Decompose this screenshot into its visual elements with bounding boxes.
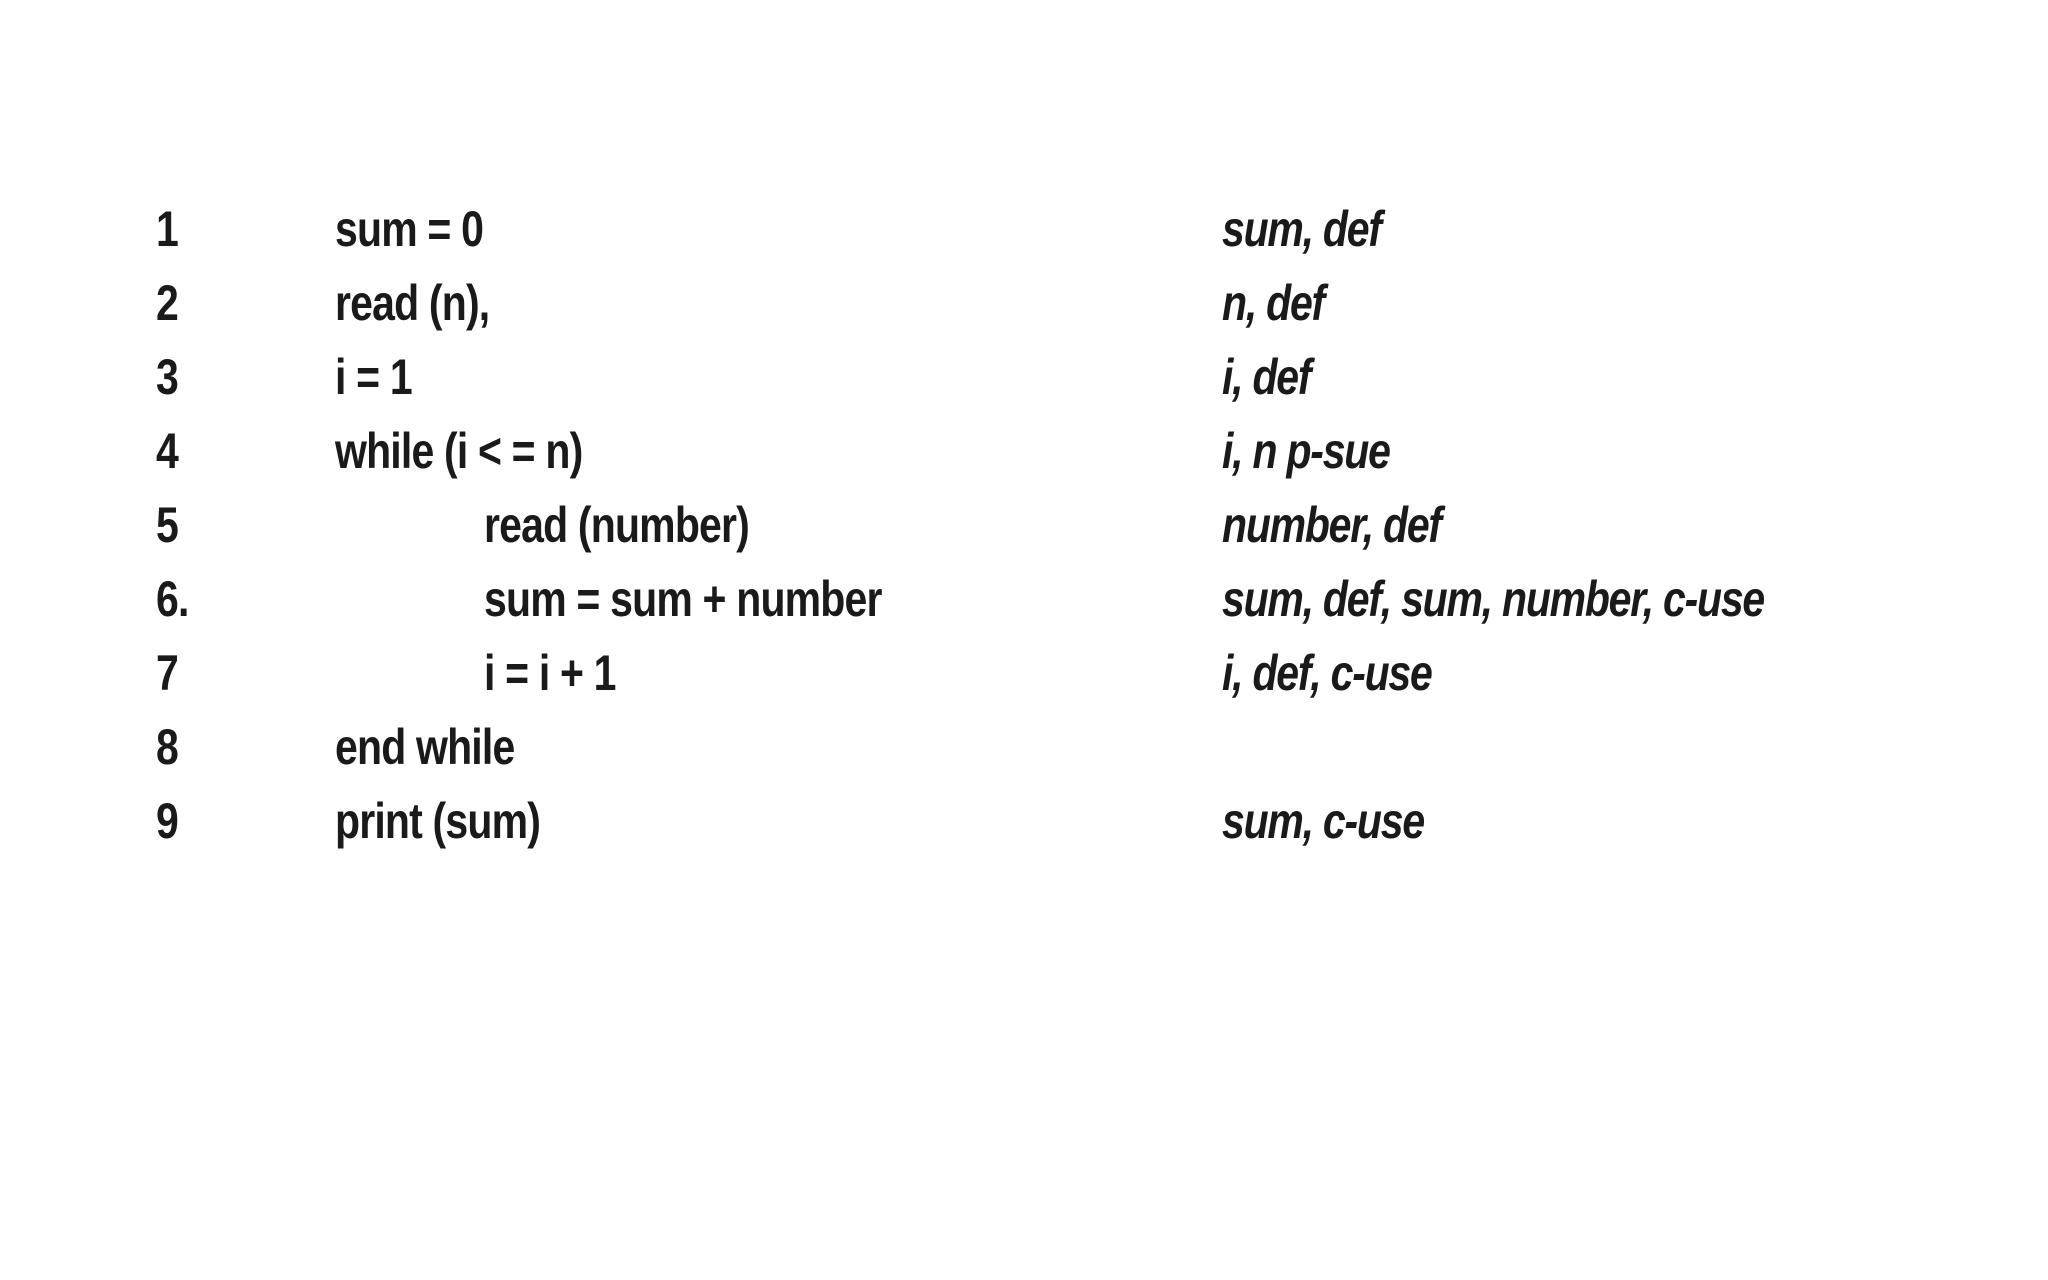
code-statement: i = 1 — [335, 349, 412, 405]
code-listing — [0, 192, 2048, 872]
code-statement: end while — [335, 719, 515, 775]
code-line-3 — [0, 340, 2048, 414]
code-line-5 — [0, 488, 2048, 562]
code-line-7 — [0, 636, 2048, 710]
code-line-9 — [0, 784, 2048, 858]
line-number: 9 — [156, 793, 178, 849]
line-number: 7 — [156, 645, 178, 701]
dataflow-annotation: i, def — [1222, 349, 1311, 405]
code-statement: sum = sum + number — [484, 571, 882, 627]
dataflow-annotation: number, def — [1222, 497, 1441, 553]
dataflow-annotation: sum, def, sum, number, c-use — [1222, 571, 1764, 627]
dataflow-annotation: i, def, c-use — [1222, 645, 1432, 701]
code-statement: read (number) — [484, 497, 750, 553]
line-number: 6. — [156, 571, 189, 627]
code-line-1 — [0, 192, 2048, 266]
code-line-6 — [0, 562, 2048, 636]
line-number: 2 — [156, 275, 178, 331]
dataflow-annotation: sum, def — [1222, 201, 1381, 257]
code-statement: i = i + 1 — [484, 645, 616, 701]
code-line-4 — [0, 414, 2048, 488]
code-line-8 — [0, 710, 2048, 784]
code-statement: sum = 0 — [335, 201, 484, 257]
line-number: 8 — [156, 719, 178, 775]
dataflow-annotation: i, n p-sue — [1222, 423, 1390, 479]
code-statement: read (n), — [335, 275, 490, 331]
code-line-2 — [0, 266, 2048, 340]
dataflow-annotation: sum, c-use — [1222, 793, 1424, 849]
code-statement: print (sum) — [335, 793, 541, 849]
dataflow-annotation: n, def — [1222, 275, 1324, 331]
code-statement: while (i < = n) — [335, 423, 583, 479]
line-number: 3 — [156, 349, 178, 405]
line-number: 5 — [156, 497, 178, 553]
line-number: 4 — [156, 423, 178, 479]
line-number: 1 — [156, 201, 178, 257]
